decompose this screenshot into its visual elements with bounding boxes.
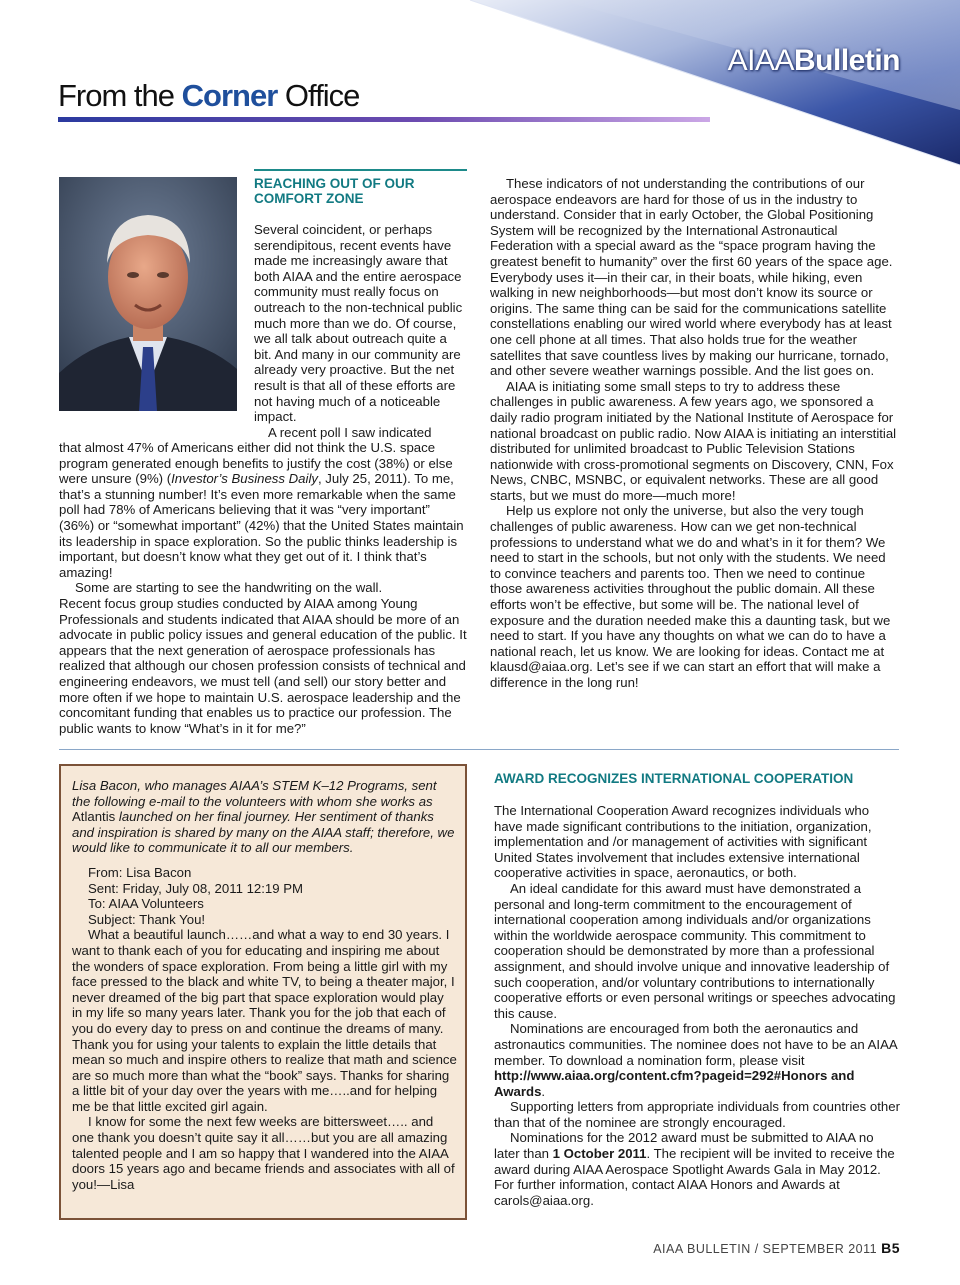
- award-text: Nominations for the 2012 award must be submitted to AIAA no later than: [494, 1130, 874, 1162]
- award-paragraph: An ideal candidate for this award must have demonstrated a personal and long-term commitment to the encouragement of international cooperation among individuals and/or organizations within the worldwide aerospace community. This commitment to cooperation should be demonstrated by more than a professional assignment, and should involve unique and innovative leadership of such cooperation, and/or voluntary contributions to internationally cooperative efforts or even personal writings or speeches advocating this cause.: [494, 880, 896, 1021]
- article-paragraph: These indicators of not understanding the contributions of our aerospace endeavors are hard for those of us in the industry to understand. Consider that in early October, the Global Positioning System will be recognized by the International Astronautical Federation with a special award as the “space program having the greatest benefit to humanity” over the first 60 years of the space age. Everybody uses it—in their car, in their boats, while hiking, even walking in new neighborhoods—but most don’t know its source or origins. The same thing can be said for the communications satellite constellations enabling our wired world where everybody has at least one cell phone at all times. That also holds true for the weather satellites that save countless lives by making our hurricane, tornado, and other severe weather warnings possible. And the list goes on.: [490, 176, 893, 379]
- email-subject: Subject: Thank You!: [88, 911, 206, 927]
- email-sent: Sent: Friday, July 08, 2011 12:19 PM: [88, 880, 304, 896]
- section-divider: [59, 749, 899, 750]
- award-paragraph: Supporting letters from appropriate individuals from countries other than that of the nominee are strongly encouraged.: [494, 1099, 900, 1130]
- article-paragraph: Several coincident, or perhaps serendipitous, recent events have made me increasingly aware that both AIAA and the entire aerospace community must really focus on outreach to the non-technical public much more than we do. Of course, we all talk about outreach quite a bit. And many in our community are already very proactive. But the net result is that all of these efforts are not having much of a noticeable impact.: [254, 222, 463, 425]
- section-heading-award: AWARD RECOGNIZES INTERNATIONAL COOPERATION: [494, 771, 854, 786]
- intro-text-cont: launched on her final journey. Her sentiment of thanks and inspiration is shared by many on the AIAA staff; therefore, we would like to communicate it to all our members.: [72, 809, 455, 856]
- letter-intro: [72, 778, 457, 856]
- article-column-2: [490, 176, 900, 691]
- award-text-cont: . The recipient will be invited to receive the award during AIAA Aerospace Spotlight Awards Gala in May 2012. For further information, contact AIAA Honors and Awards at carols@aiaa.org.: [494, 1146, 895, 1208]
- article-paragraph-start: A recent poll I saw indicated: [268, 424, 432, 440]
- dept-corner: Corner: [181, 78, 278, 113]
- letter-paragraph: What a beautiful launch……and what a way to end 30 years. I want to thank each of you for educating and inspiring me about the wonders of space exploration. From being a little girl with my face pressed to the black and white TV, to being a theater major, I never dreamed of the big part that space exploration would play in my life so many years later. Thank you for the job that each of you do every day to press on and continue the dreams of many. Thank you for using your talents to explain the little details that mean so much and inspire others to realize that math and science are so much more than what the “book” says. Thanks for sharing a little bit of your day over the years with me…..and for helping me be that little excited girl again.: [72, 927, 457, 1114]
- nomination-form-link[interactable]: http://www.aiaa.org/content.cfm?pageid=292#Honors and Awards: [494, 1068, 855, 1099]
- award-paragraph: [494, 1130, 900, 1208]
- section-heading-outreach: REACHING OUT OF OUR COMFORT ZONE: [254, 176, 415, 206]
- article-paragraph: Recent focus group studies conducted by AIAA among Young Professionals and students indicated that AIAA should be more of an advocate in public policy issues and general education of the public. It appears that the next generation of aerospace professionals has realized that although our chosen profession consists of technical and engineering endeavors, we must tell (and sell) our story better and more often if we hope to maintain U.S. aerospace leadership and the concomitant funding that enables us to practice our profession. The public wants to know “What’s in it for me?”: [59, 595, 467, 736]
- poll-text: that almost 47% of Americans either did not think the U.S. space program generated enough benefits to justify the cost (38%) or else were unsure (9%) (: [59, 440, 453, 487]
- award-paragraph: The International Cooperation Award recognizes individuals who have made significant contributions to the initiation, organization, implementation and /or management of activities with significant United States involvement that includes extensive international cooperative activities in space, aeronautics, or both.: [494, 803, 872, 881]
- dept-from: From the: [58, 78, 182, 113]
- email-from: From: Lisa Bacon: [88, 864, 192, 880]
- citation: Investor’s Business Daily: [171, 471, 318, 487]
- award-article: [494, 803, 900, 1208]
- intro-text: Lisa Bacon, who manages AIAA’s STEM K–12 Programs, sent the following e-mail to the volunteers with whom she works as: [72, 778, 437, 809]
- article-intro: [254, 222, 467, 440]
- brand-aiaa: AIAA: [727, 44, 794, 77]
- poll-text-cont: , July 25, 2011). To me, that’s a stunning number! It’s even more remarkable when the same poll had 78% of Americans believing that it was “very important” (36%) or “somewhat important” (42%) that the United States maintain its leadership in space exploration. So the public thinks leadership is important, but doesn’t know what they get out of it. I think that’s amazing!: [59, 471, 464, 580]
- intro-atlantis: Atlantis: [72, 809, 116, 825]
- page-footer: [653, 1240, 900, 1256]
- author-portrait: [59, 177, 237, 411]
- article-paragraph: [59, 440, 467, 580]
- footer-label: AIAA BULLETIN / SEPTEMBER 2011: [653, 1242, 878, 1256]
- bulletin-logo: [728, 44, 900, 78]
- brand-bulletin: Bulletin: [794, 44, 900, 77]
- portrait-illustration: [59, 177, 237, 411]
- award-paragraph: [494, 1021, 900, 1099]
- section-rule: [254, 169, 467, 171]
- letter-paragraph: I know for some the next few weeks are bittersweet….. and one thank you doesn’t quite say it all……but you are all amazing talented people and I am so happy that I wandered into the AIAA doors 15 years ago and became friends and associates with all of you!—Lisa: [72, 1114, 455, 1192]
- email-to: To: AIAA Volunteers: [88, 896, 204, 912]
- page-number: B5: [881, 1240, 900, 1256]
- article-body: [59, 440, 467, 736]
- article-paragraph: Help us explore not only the universe, but also the very tough challenges of public awareness. How can we get non-technical professions to understand what we do and what’s in it for them? We need to start in the schools, but not only with the students. We need to convince teachers and parents too. Then we need to continue those awareness activities throughout the public domain. All these efforts won’t be effective, but some will be. The national level of exposure and the duration needed make this a daunting task, but we need to start. If you have any thoughts on what we can do to have a national reach, let us know. We are looking for ideas. Contact me at klausd@aiaa.org. Let’s see if we can start an effort that will make a difference in the long run!: [490, 503, 891, 690]
- letter-content: [72, 778, 457, 1192]
- deadline-date: 1 October 2011: [552, 1146, 647, 1162]
- department-title: [58, 78, 359, 114]
- award-text: Nominations are encouraged from both the aeronautics and astronautics communities. The nominee does not have to be an AIAA member. To download a nomination form, please visit: [494, 1021, 897, 1068]
- dept-office: Office: [277, 78, 360, 113]
- award-text-end: .: [541, 1083, 546, 1099]
- article-paragraph: AIAA is initiating some small steps to try to address these challenges in public awareness. A few years ago, we sponsored a daily radio program initiated by the National Institute of Aerospace for national broadcast on public radio. Now AIAA is initiating an interstitial distributed for unlimited broadcast to Public Television Stations nationwide with cross-promotional segments on Discovery, CNN, Fox News, CNBC, MSNBC, or equivalent networks. These are all good starts, but we must do more—much more!: [490, 378, 897, 503]
- article-paragraph: Some are starting to see the handwriting on the wall.: [75, 580, 383, 596]
- title-underline: [58, 117, 710, 122]
